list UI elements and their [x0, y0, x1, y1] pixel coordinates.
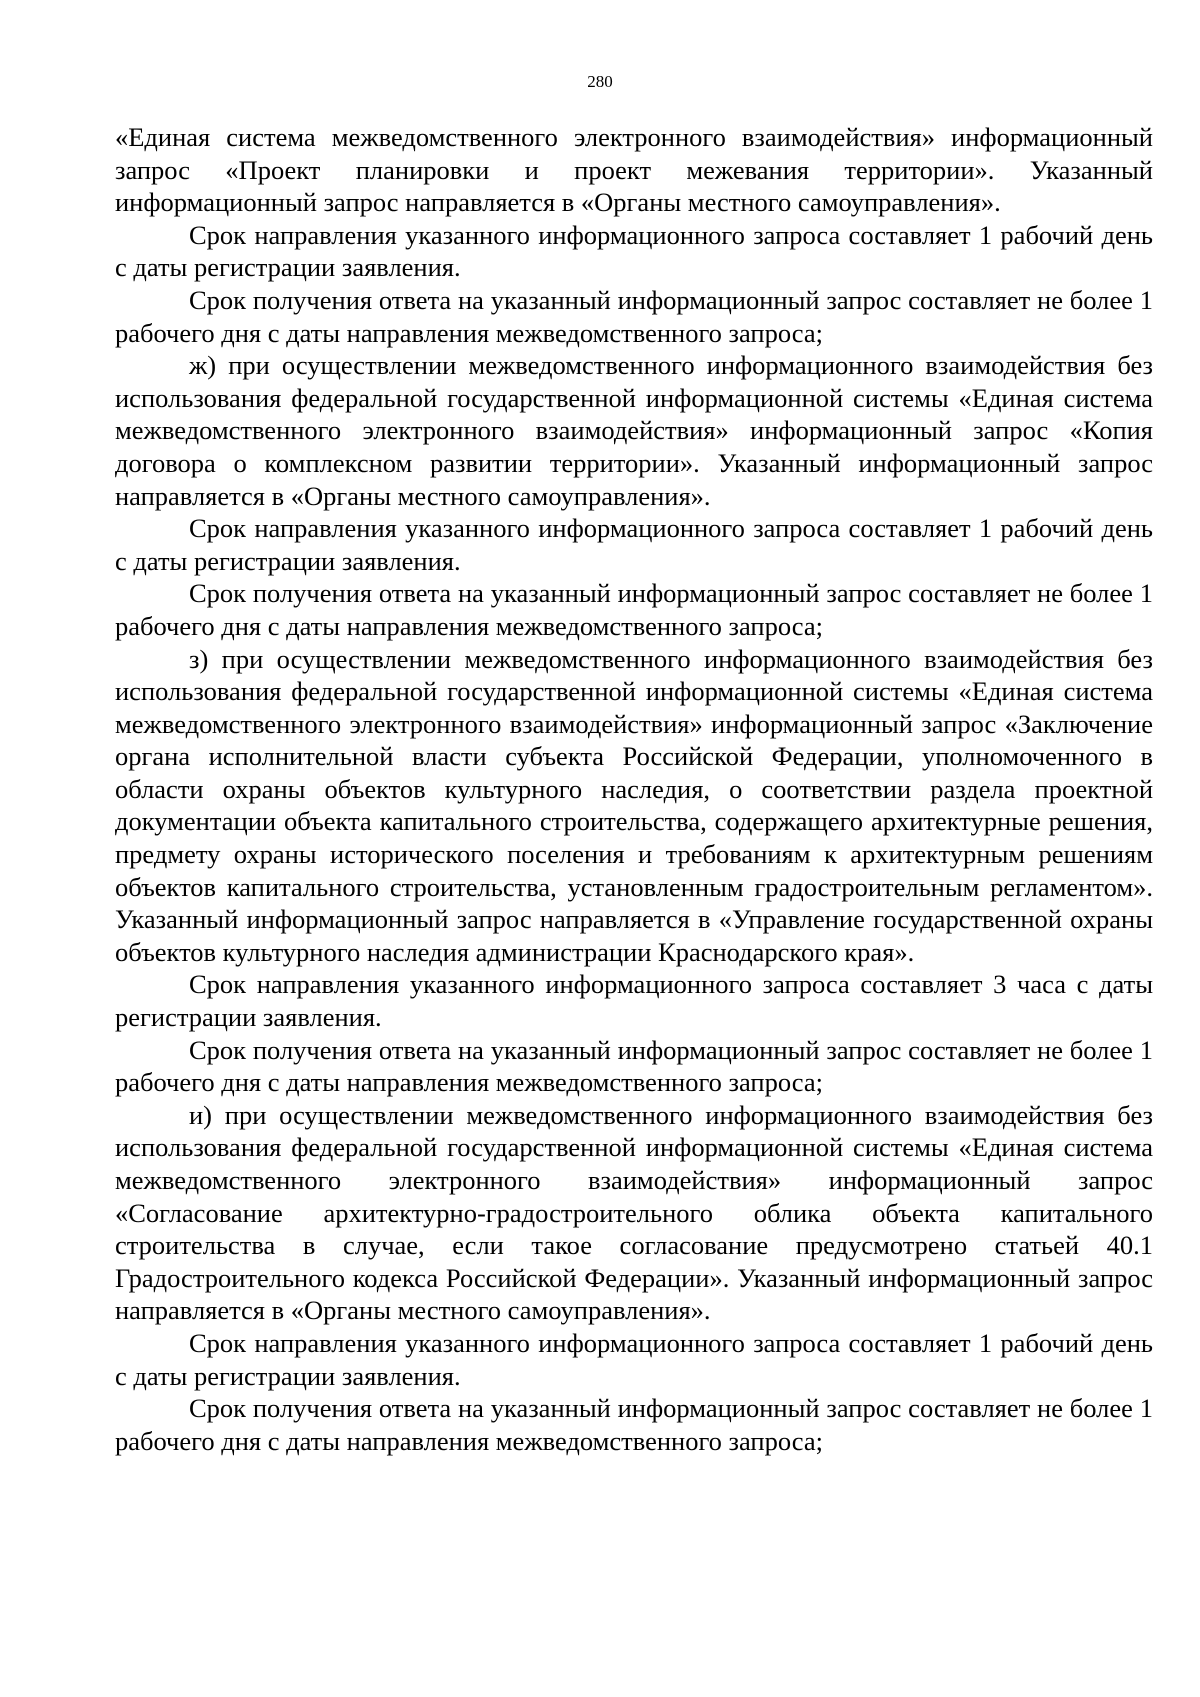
paragraph-3: Срок получения ответа на указанный информационный запрос составляет не более 1 рабочего дня с даты направления межведомственного запроса;	[115, 284, 1153, 348]
document-body	[115, 121, 1153, 1457]
paragraph-8: Срок направления указанного информационного запроса составляет 3 часа с даты регистрации заявления.	[115, 969, 1153, 1033]
paragraph-1: «Единая система межведомственного электронного взаимодействия» информационный запрос «Проект планировки и проект межевания территории». Указанный информационный запрос направляется в «Органы местного самоуправления».	[115, 122, 1153, 218]
paragraph-9: Срок получения ответа на указанный информационный запрос составляет не более 1 рабочего дня с даты направления межведомственного запроса;	[115, 1034, 1153, 1098]
paragraph-5: Срок направления указанного информационного запроса составляет 1 рабочий день с даты регистрации заявления.	[115, 513, 1153, 576]
page-number: 280	[587, 72, 613, 91]
paragraph-11: Срок направления указанного информационного запроса составляет 1 рабочий день с даты регистрации заявления.	[115, 1327, 1153, 1391]
paragraph-7: з) при осуществлении межведомственного информационного взаимодействия без использования федеральной государственной информационной системы «Единая система межведомственного электронного взаимодействия» информационный запрос «Заключение органа исполнительной власти субъекта Российской Федерации, уполномоченного в области охраны объектов культурного наследия, о соответствии раздела проектной документации объекта капитального строительства, содержащего архитектурные решения, предмету охраны исторического поселения и требованиям к архитектурным решениям объектов капитального строительства, установленным градостроительным регламентом». Указанный информационный запрос направляется в «Управление государственной охраны объектов культурного наследия администрации Краснодарского края».	[115, 643, 1153, 967]
paragraph-10: и) при осуществлении межведомственного информационного взаимодействия без использования федеральной государственной информационной системы «Единая система межведомственного электронного взаимодействия» информационный запрос «Согласование архитектурно-градостроительного облика объекта капитального строительства в случае, если такое согласование предусмотрено статьей 40.1 Градостроительного кодекса Российской Федерации». Указанный информационный запрос направляется в «Органы местного самоуправления».	[115, 1099, 1153, 1326]
paragraph-4: ж) при осуществлении межведомственного информационного взаимодействия без использования федеральной государственной информационной системы «Единая система межведомственного электронного взаимодействия» информационный запрос «Копия договора о комплексном развитии территории». Указанный информационный запрос направляется в «Органы местного самоуправления».	[115, 350, 1153, 511]
paragraph-12: Срок получения ответа на указанный информационный запрос составляет не более 1 рабочего дня с даты направления межведомственного запроса;	[115, 1393, 1153, 1456]
paragraph-6: Срок получения ответа на указанный информационный запрос составляет не более 1 рабочего дня с даты направления межведомственного запроса;	[115, 578, 1153, 641]
paragraph-2: Срок направления указанного информационного запроса составляет 1 рабочий день с даты регистрации заявления.	[115, 219, 1153, 283]
